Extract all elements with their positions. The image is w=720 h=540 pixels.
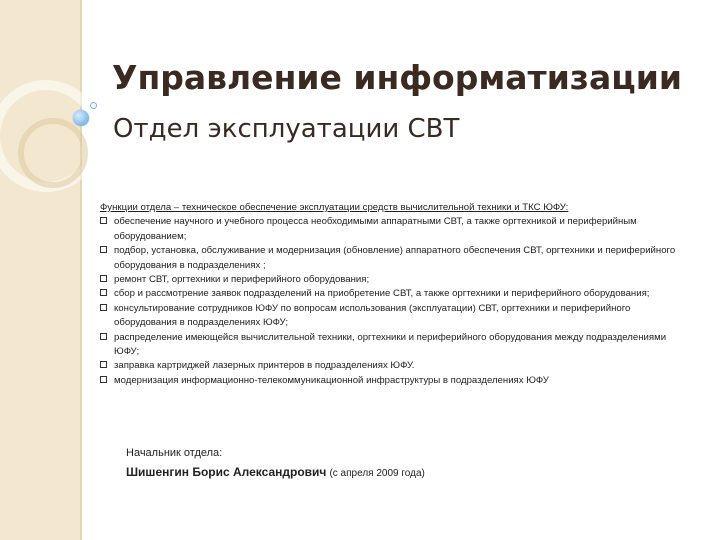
- slide-title: Управление информатизации: [112, 58, 682, 97]
- signature-line: [126, 465, 626, 479]
- checkbox-bullet-icon: [100, 275, 107, 282]
- list-item-text: ремонт СВТ, оргтехники и периферийного оборудования;: [114, 274, 370, 286]
- list-item-text: подбор, установка, обслуживание и модернизация (обновление) аппаратного обеспечения СВТ, оргтехники и периферийного оборудования в подразделениях ;: [114, 245, 676, 271]
- signature-block: [126, 447, 626, 479]
- checkbox-bullet-icon: [100, 304, 107, 311]
- list-item-text: консультирование сотрудников ЮФУ по вопросам использования (эксплуатации) СВТ, оргтехники и периферийного оборудования в подразделениях ЮФУ;: [114, 302, 631, 329]
- list-item-text: заправка картриджей лазерных принтеров в подразделениях ЮФУ.: [114, 360, 415, 372]
- functions-list: [100, 215, 690, 388]
- checkbox-bullet-icon: [100, 376, 107, 383]
- list-item-text: модернизация информационно-телекоммуникационной инфраструктуры в подразделениях ЮФУ: [114, 374, 549, 386]
- head-name: Шишенгин Борис Александрович: [126, 465, 327, 479]
- functions-block: [100, 201, 690, 388]
- decorative-small-dot-icon: [90, 102, 97, 109]
- checkbox-bullet-icon: [100, 361, 107, 368]
- checkbox-bullet-icon: [100, 246, 107, 253]
- decorative-dot-icon: [73, 110, 89, 126]
- functions-intro: Функции отдела – техническое обеспечение эксплуатации средств вычислительной техники и ТКС ЮФУ:: [100, 202, 569, 213]
- checkbox-bullet-icon: [100, 217, 107, 224]
- list-item-text: сбор и рассмотрение заявок подразделений на приобретение СВТ, а также оргтехники и периферийного оборудования;: [114, 288, 650, 300]
- slide-subtitle: Отдел эксплуатации СВТ: [113, 114, 460, 144]
- decorative-ring-small: [18, 118, 88, 188]
- list-item: [100, 359, 690, 373]
- list-item: [100, 287, 690, 301]
- checkbox-bullet-icon: [100, 333, 107, 340]
- list-item: [100, 331, 690, 360]
- list-item-text: обеспечение научного и учебного процесса необходимыми аппаратными СВТ, а также оргтехникой и периферийным оборудованием;: [114, 216, 637, 242]
- list-item: [100, 374, 690, 388]
- list-item: [100, 273, 690, 287]
- list-item: [100, 244, 690, 273]
- list-item-text: распределение имеющейся вычислительной техники, оргтехники и периферийного оборудования между подразделениями ЮФУ;: [114, 331, 667, 358]
- head-since-date: (с апреля 2009 года): [329, 468, 425, 479]
- checkbox-bullet-icon: [100, 289, 107, 296]
- list-item: [100, 302, 690, 331]
- left-decorative-band: [0, 0, 82, 540]
- list-item: [100, 215, 690, 244]
- signature-label: Начальник отдела:: [126, 447, 223, 459]
